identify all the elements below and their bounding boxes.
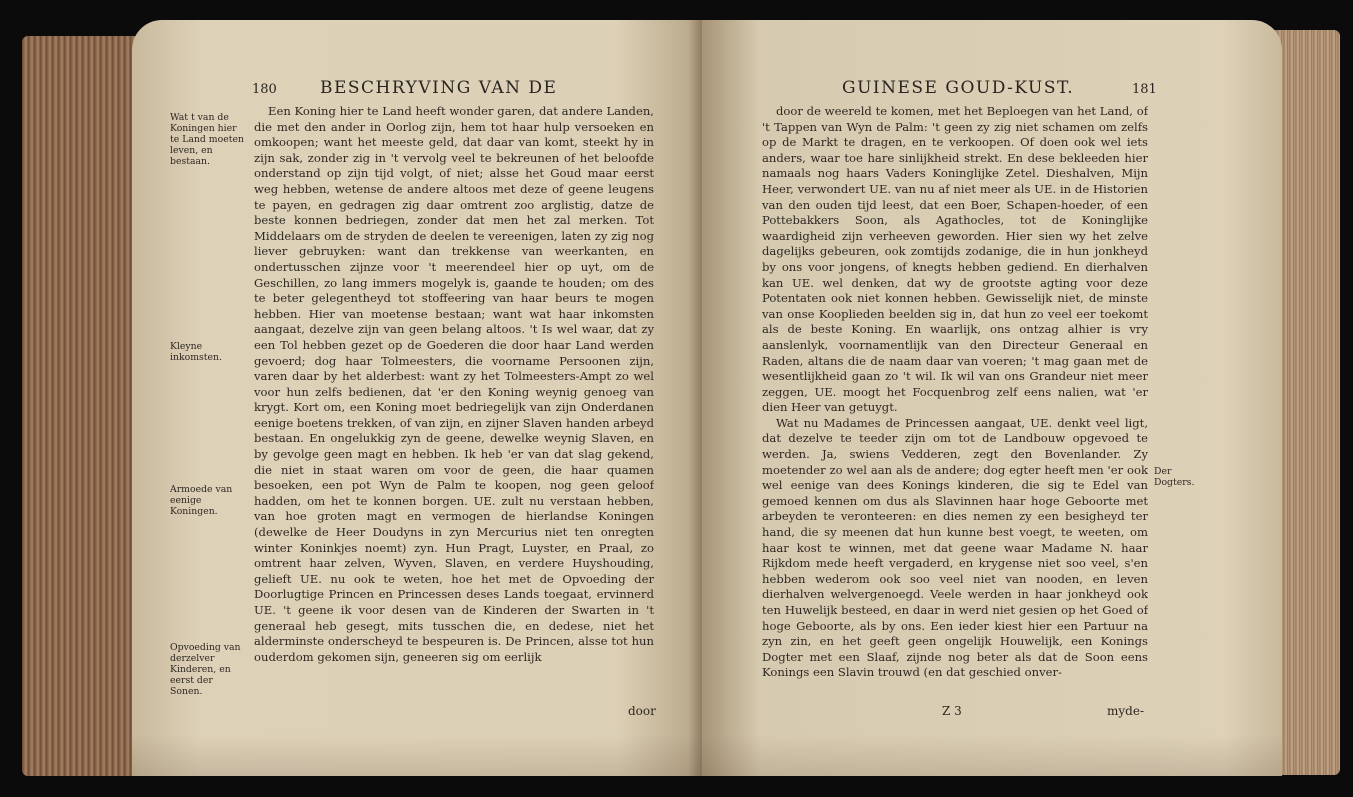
paragraph: Een Koning hier te Land heeft wonder garen, dat andere Landen, die met den ander in Oorlog zijn, hem tot haar hulp versoeken en omkoopen; want het meeste geld, dat daar van komt, steekt hy in zijn sak, zonder zig in 't vervolg veel te bekreunen of het beloofde onderstand op zijn tijd volgt, of niet; alsse het Goud maar eerst weg hebben, wetense de andere altoos met deze of geene leugens te payen, en gedragen zig daar omtrent zoo arglistig, datze de beste konnen bedriegen, zonder dat men het zal merken. Tot Middelaars om de stryden de deelen te vereenigen, laten zy zig nog liever gebruyken: want dan trekkense van weerkanten, en ondertusschen zijnze voor 't meerendeel hier op uyt, om de Geschillen, zo lang immers mogelyk is, gaande te houden; om des te beter gelegentheyd tot stoffeering van haar beurs te mogen hebben. Hier van moetense bestaan; want wat haar inkomsten aangaat, dezelve zijn van geen belang altoos. 't Is wel waar, dat zy een Tol hebben gezet op de Goederen die door haar Land werden gevoerd; dog haar Tolmeesters, die voorname Persoonen zijn, varen daar by het alderbest: want zy het Tolmeesters-Ampt zo wel voor hun zelfs bedienen, dat 'er den Koning weynig genoeg van krygt. Kort om, een Koning moet bedriegelijk van zijn Onderdanen eenige boetens trekken, of van zijn, en zijner Slaven handen arbeyd bestaan. En ongelukkig zyn de geene, dewelke weynig Slaven, en by gevolge geen magt en hebben. Ik heb 'er van dat slag gekend, die niet in staat waren om voor de geen, die haar quamen besoeken, een pot Wyn de Palm te koopen, nog geen geloof hadden, om het te konnen borgen. UE. zult nu verstaan hebben, van hoe groten magt en vermogen de hierlandse Koningen (dewelke de Heer Doudyns in zyn Mercurius niet ten onregten winter Koninkjes noemt) zyn. Hun Pragt, Luyster, en Praal, zo omtrent haar zelven, Wyven, Slaven, en verdere Huyshouding, gelieft UE. nu ook te weten, hoe het met de Opvoeding der Doorlugtige Princen en Princessen deses Lands toegaat, ervinnerd UE. 't geene ik voor desen van de Kinderen der Swarten in 't generaal heb gesegt, mits tusschen die, en dedese, niet het alderminste onderscheyd te bespeuren is. De Princen, alsse tot hun ouderdom gekomen sijn, geneeren sig om eerlijk [254,104,654,664]
right-running-head: GUINESE GOUD-KUST. [842,78,1075,98]
left-catchword: door [628,704,656,718]
left-running-head: BESCHRYVING VAN DE [320,78,558,98]
left-body-text [254,104,654,704]
left-page-edges [22,36,142,776]
right-body-text [762,104,1148,704]
signature-mark: Z 3 [942,704,962,718]
left-page-number: 180 [252,82,277,97]
paragraph: door de weereld te komen, met het Beploegen van het Land, of 't Tappen van Wyn de Palm: 't geen zy zig niet schamen om zelfs op de Markt te dragen, en te verkoopen. Of doen ook wel iets anders, waar toe hare sinlijkheid strekt. En dese bekleeden hier namaals nog haars Vaders Koninglijke Zetel. Dieshalven, Mijn Heer, verwondert UE. van nu af niet meer als UE. in de Historien van den ouden tijd leest, dat een Boer, Schapen-hoeder, of een Pottebakkers Soon, als Agathocles, tot de Koninglijke waardigheid zijn verheeven geworden. Hier sien wy het zelve dagelijks gebeuren, ook zomtijds zodanige, die in hun jonkheyd by ons voor jongens, of knegts hebben gediend. En dierhalven kan UE. wel denken, dat wy de grootste agting voor deze Potentaten ook niet konnen hebben. Gewisselijk niet, de minste van onse Kooplieden beelden sig in, dat hun zo veel eer toekomt als de beste Koning. En waarlijk, ons ontzag alhier is vry aanslenlyk, voornamentlijk van den Directeur Generaal en Raden, altans die de naam daar van voeren; 't mag gaan met de wesentlijkheid gaan zo 't wil. Ik wil van ons Grandeur niet meer zeggen, UE. moogt het Focquenbrog zelf eens nalien, wat 'er dien Heer van getuygt. [762,104,1148,415]
left-page [132,20,702,776]
margin-note: Kleyne inkomsten. [170,341,222,363]
margin-note: Der Dogters. [1154,466,1195,488]
right-catchword: myde- [1107,704,1144,718]
right-page [702,20,1282,776]
right-page-number: 181 [1132,82,1157,97]
margin-note: Opvoeding van derzelver Kinderen, en eerst der Sonen. [170,642,241,697]
margin-note: Armoede van eenige Koningen. [170,484,233,517]
open-book [22,14,1340,786]
margin-note: Wat t van de Koningen hier te Land moeten leven, en bestaan. [170,112,244,167]
paragraph: Wat nu Madames de Princessen aangaat, UE. denkt veel ligt, dat dezelve te teeder zijn om tot de Landbouw opgevoed te werden. Ja, swiens Vedderen, zegt den Bovenlander. Zy moetender zo wel aan als de andere; dog egter heeft men 'er ook wel eenige van dees Konings kinderen, die sig te Edel van gemoed kennen om dus als Slavinnen haar hoge Geboorte met arbeyden te veronteeren: en dies nemen zy een besigheyd ter hand, die sy meenen dat hun kunne best voegt, te weeten, om haar kost te winnen, met dat geene waar Madame N. haar Rijkdom mede heeft vergaderd, en krygense niet soo veel, s'en hebben wederom ook soo veel niet van nooden, en leven dierhalven welvergenoegd. Veele werden in haar jonkheyd ook ten Huwelijk besteed, en daar in werd niet gesien op het Goed of hoge Geboorte, als by ons. Een ieder kiest hier een Partuur na zyn zin, en het geeft geen ongelijk Houwelijk, een Konings Dogter met een Slaaf, zijnde nog beter als dat de Soon eens Konings een Slavin trouwd (en dat geschied onver- [762,415,1148,680]
page-shadow [132,734,1282,776]
